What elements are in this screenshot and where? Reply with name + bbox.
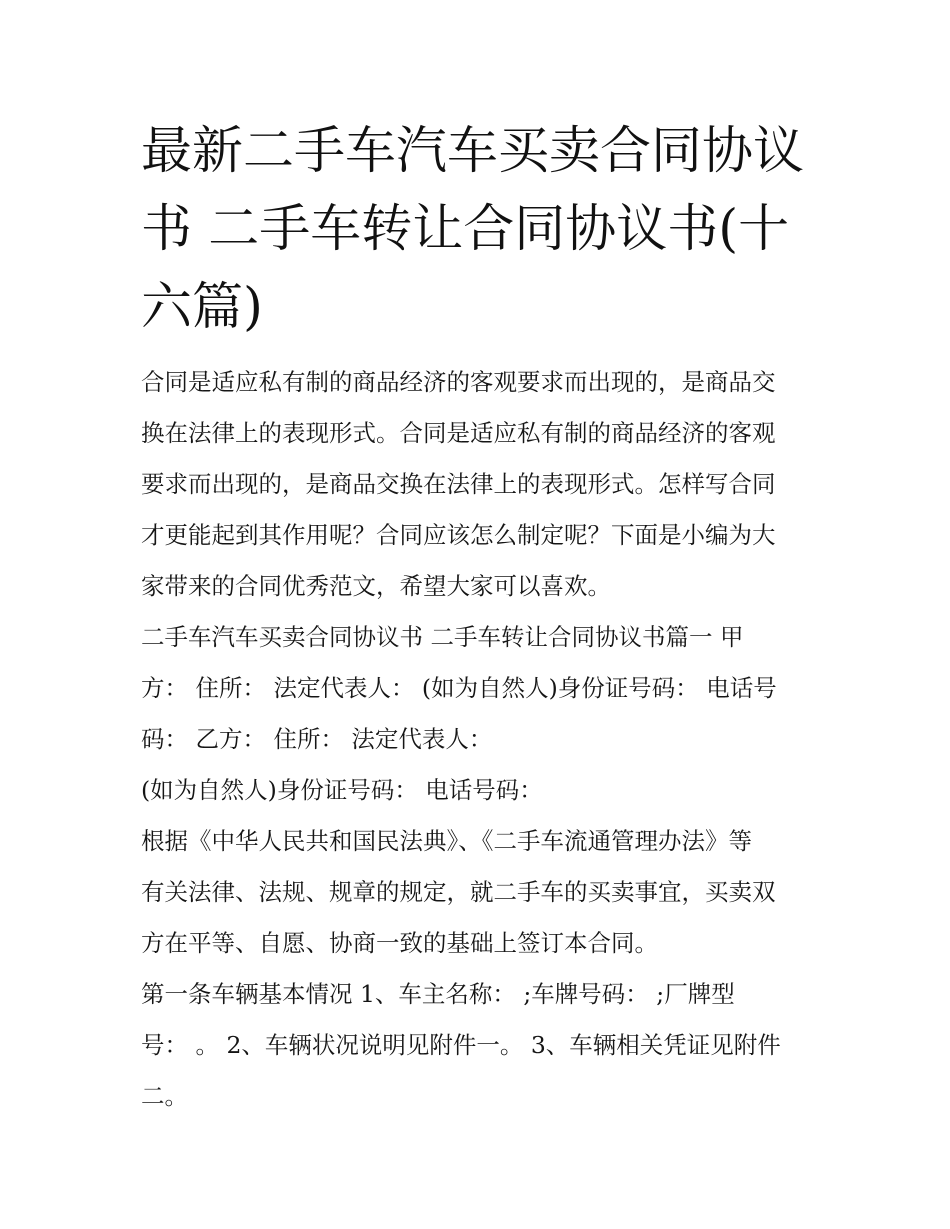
- body-line: 换在法律上的表现形式。合同是适应私有制的商品经济的客观: [141, 419, 776, 447]
- body-line: 有关法律、法规、规章的规定，就二手车的买卖事宜，买卖双: [141, 878, 776, 906]
- body-line: 根据《中华人民共和国民法典》、《二手车流通管理办法》等: [141, 827, 752, 855]
- body-line: 家带来的合同优秀范文，希望大家可以喜欢。: [141, 572, 611, 600]
- body-line: 二手车汽车买卖合同协议书 二手车转让合同协议书篇一 甲: [141, 623, 744, 651]
- body-line: 方： 住所： 法定代表人： (如为自然人)身份证号码： 电话号: [141, 674, 777, 702]
- body-line: (如为自然人)身份证号码： 电话号码：: [141, 776, 543, 804]
- body-line: 码： 乙方： 住所： 法定代表人：: [141, 725, 493, 753]
- document-content: [141, 113, 821, 1122]
- body-line: 才更能起到其作用呢？合同应该怎么制定呢？下面是小编为大: [141, 521, 776, 549]
- body-line: 第一条车辆基本情况 1、车主名称： ;车牌号码： ;厂牌型: [141, 980, 735, 1008]
- document-title: [141, 113, 821, 347]
- body-line: 合同是适应私有制的商品经济的客观要求而出现的，是商品交: [141, 368, 776, 396]
- title-line: 书 二手车转让合同协议书(十: [141, 200, 790, 259]
- title-line: 最新二手车汽车买卖合同协议: [141, 122, 805, 181]
- body-line: 二。: [141, 1082, 188, 1110]
- body-line: 号： 。 2、车辆状况说明见附件一。 3、车辆相关凭证见附件: [141, 1031, 781, 1059]
- title-line: 六篇): [141, 278, 263, 337]
- document-body: [141, 357, 821, 1122]
- body-line: 方在平等、自愿、协商一致的基础上签订本合同。: [141, 929, 658, 957]
- body-line: 要求而出现的，是商品交换在法律上的表现形式。怎样写合同: [141, 470, 776, 498]
